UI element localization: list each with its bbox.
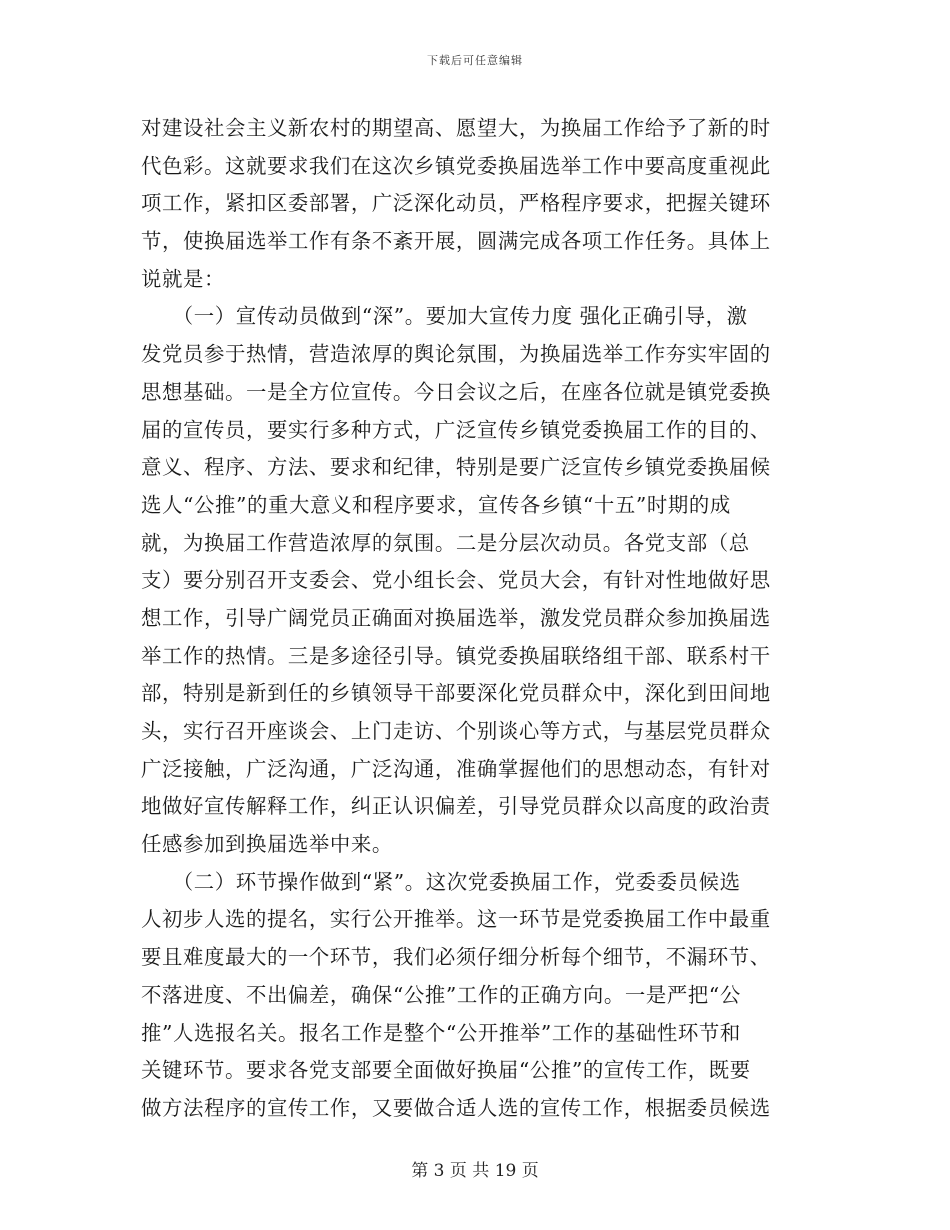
text-line: 届的宣传员，要实行多种方式，广泛宣传乡镇党委换届工作的目的、 xyxy=(141,417,771,442)
text-line: 头，实行召开座谈会、上门走访、个别谈心等方式，与基层党员群众 xyxy=(141,719,771,743)
text-line: 节，使换届选举工作有条不紊开展，圆满完成各项工作任务。具体上 xyxy=(141,229,771,254)
text-line: 人初步人选的提名，实行公开推举。这一环节是党委换届工作中最重 xyxy=(141,907,771,932)
text-line: 做方法程序的宣传工作，又要做合适人选的宣传工作，根据委员候选 xyxy=(141,1095,771,1120)
text-line: 就，为换届工作营造浓厚的氛围。二是分层次动员。各党支部（总 xyxy=(141,530,750,555)
text-line: 推”人选报名关。报名工作是整个“公开推举”工作的基础性环节和 xyxy=(141,1020,741,1045)
text-line: 不落进度、不出偏差，确保“公推”工作的正确方向。一是严把“公 xyxy=(141,982,741,1007)
text-line: 选人“公推”的重大意义和程序要求，宣传各乡镇“十五”时期的成 xyxy=(141,492,731,517)
document-body xyxy=(141,110,809,1128)
text-line: 部，特别是新到任的乡镇领导干部要深化党员群众中，深化到田间地 xyxy=(141,681,771,706)
text-line: （二）环节操作做到“紧”。这次党委换届工作，党委委员候选 xyxy=(141,869,741,894)
text-line: 任感参加到换届选举中来。 xyxy=(141,832,393,857)
text-line: 想工作，引导广阔党员正确面对换届选举，激发党员群众参加换届选 xyxy=(141,605,771,630)
text-line: 广泛接触，广泛沟通，广泛沟通，准确掌握他们的思想动态，有针对 xyxy=(141,756,771,781)
text-line: 代色彩。这就要求我们在这次乡镇党委换届选举工作中要高度重视此 xyxy=(141,153,771,178)
text-line: 项工作，紧扣区委部署，广泛深化动员，严格程序要求，把握关键环 xyxy=(141,191,771,216)
text-line: 地做好宣传解释工作，纠正认识偏差，引导党员群众以高度的政治责 xyxy=(141,794,771,819)
text-line: 思想基础。一是全方位宣传。今日会议之后，在座各位就是镇党委换 xyxy=(141,379,771,404)
text-line: 说就是： xyxy=(141,266,225,291)
text-line: 发党员参于热情，营造浓厚的舆论氛围，为换届选举工作夯实牢固的 xyxy=(141,342,771,367)
text-line: 支）要分别召开支委会、党小组长会、党员大会，有针对性地做好思 xyxy=(141,568,771,593)
page-header: 下载后可任意编辑 xyxy=(427,54,523,67)
text-line: 举工作的热情。三是多途径引导。镇党委换届联络组干部、联系村干 xyxy=(141,643,771,668)
page-number-footer: 第 3 页 共 19 页 xyxy=(411,1161,539,1181)
text-line: 要且难度最大的一个环节，我们必须仔细分析每个细节，不漏环节、 xyxy=(141,945,771,970)
text-line: 关键环节。要求各党支部要全面做好换届“公推”的宣传工作，既要 xyxy=(141,1058,751,1083)
text-line: 对建设社会主义新农村的期望高、愿望大，为换届工作给予了新的时 xyxy=(141,116,771,140)
text-line: 意义、程序、方法、要求和纪律，特别是要广泛宣传乡镇党委换届候 xyxy=(141,455,771,480)
text-line: （一）宣传动员做到“深”。要加大宣传力度 强化正确引导，激 xyxy=(141,304,748,329)
